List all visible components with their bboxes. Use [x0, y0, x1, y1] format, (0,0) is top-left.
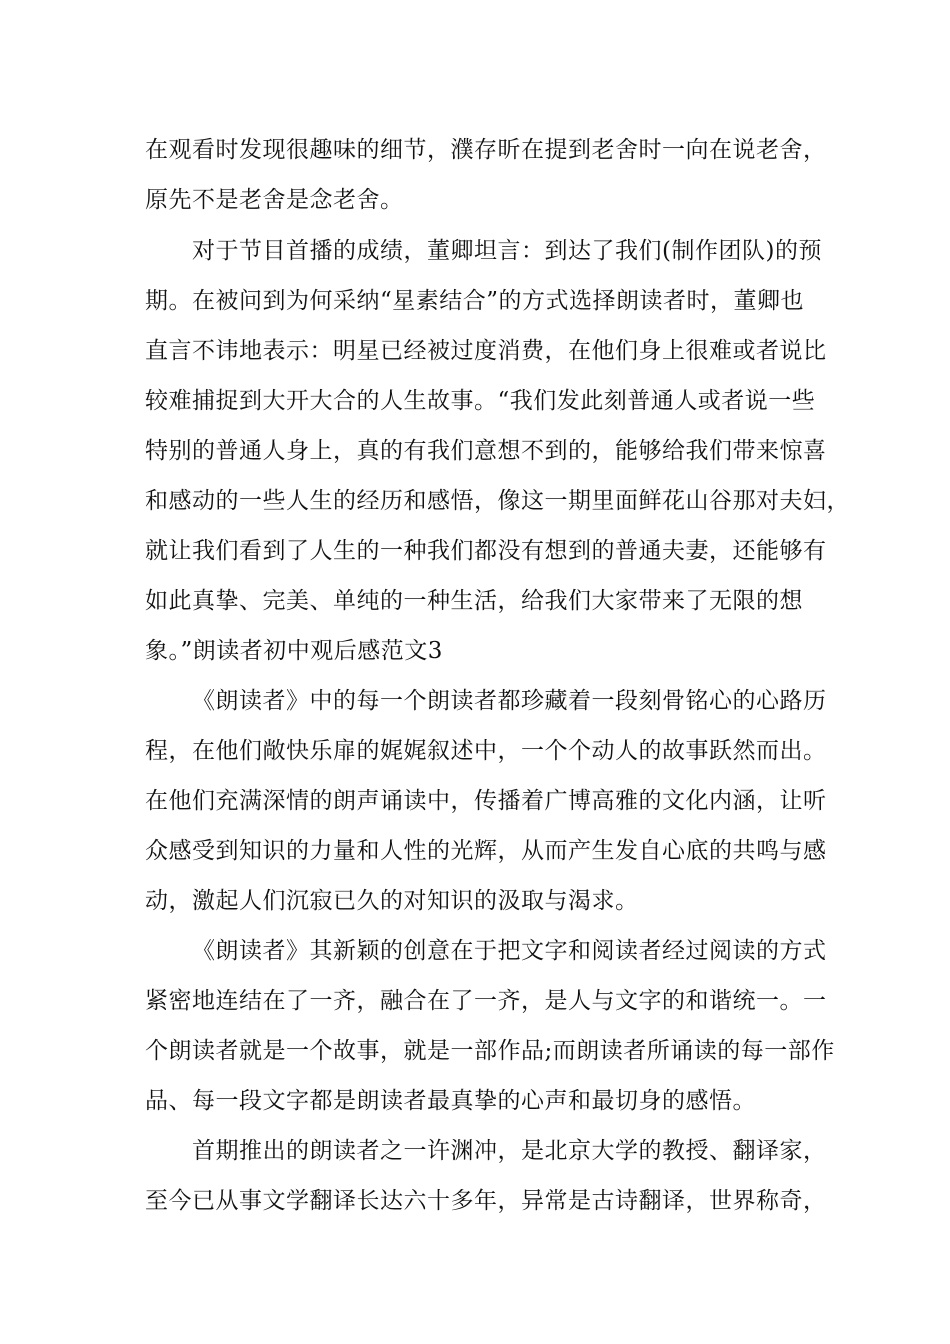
text-line: 就让我们看到了人生的一种我们都没有想到的普通夫妻，还能够有: [145, 538, 827, 564]
text-line: 期。在被问到为何采纳“星素结合”的方式选择朗读者时，董卿也: [145, 288, 805, 314]
text-line: 象。”朗读者初中观后感范文3: [145, 638, 443, 664]
text-line: 个朗读者就是一个故事，就是一部作品;而朗读者所诵读的每一部作: [145, 1038, 835, 1064]
paragraph-start-line: 《朗读者》其新颖的创意在于把文字和阅读者经过阅读的方式: [192, 938, 827, 964]
text-line: 紧密地连结在了一齐，融合在了一齐，是人与文字的和谐统一。一: [145, 988, 827, 1014]
text-line: 在他们充满深情的朗声诵读中，传播着广博高雅的文化内涵，让听: [145, 788, 827, 814]
text-line: 程，在他们敞快乐扉的娓娓叙述中，一个个动人的故事跃然而出。: [145, 738, 827, 764]
text-line: 特别的普通人身上，真的有我们意想不到的，能够给我们带来惊喜: [145, 438, 827, 464]
text-line: 品、每一段文字都是朗读者最真挚的心声和最切身的感悟。: [145, 1088, 756, 1114]
text-line: 动，激起人们沉寂已久的对知识的汲取与渴求。: [145, 888, 639, 914]
text-line: 和感动的一些人生的经历和感悟，像这一期里面鲜花山谷那对夫妇，: [145, 488, 850, 514]
text-line: 众感受到知识的力量和人性的光辉，从而产生发自心底的共鸣与感: [145, 838, 827, 864]
text-line: 如此真挚、完美、单纯的一种生活，给我们大家带来了无限的想: [145, 588, 803, 614]
paragraph-start-line: 《朗读者》中的每一个朗读者都珍藏着一段刻骨铭心的心路历: [192, 688, 827, 714]
text-line: 较难捕捉到大开大合的人生故事。“我们发此刻普通人或者说一些: [145, 388, 816, 414]
text-line: 在观看时发现很趣味的细节，濮存昕在提到老舍时一向在说老舍，: [145, 137, 827, 163]
text-line: 至今已从事文学翻译长达六十多年，异常是古诗翻译，世界称奇，: [145, 1188, 827, 1214]
paragraph-start-line: 首期推出的朗读者之一许渊冲，是北京大学的教授、翻译家，: [192, 1138, 827, 1164]
text-line: 原先不是老舍是念老舍。: [145, 187, 404, 213]
text-line: 直言不讳地表示：明星已经被过度消费，在他们身上很难或者说比: [145, 338, 827, 364]
paragraph-start-line: 对于节目首播的成绩，董卿坦言：到达了我们(制作团队)的预: [192, 238, 822, 264]
